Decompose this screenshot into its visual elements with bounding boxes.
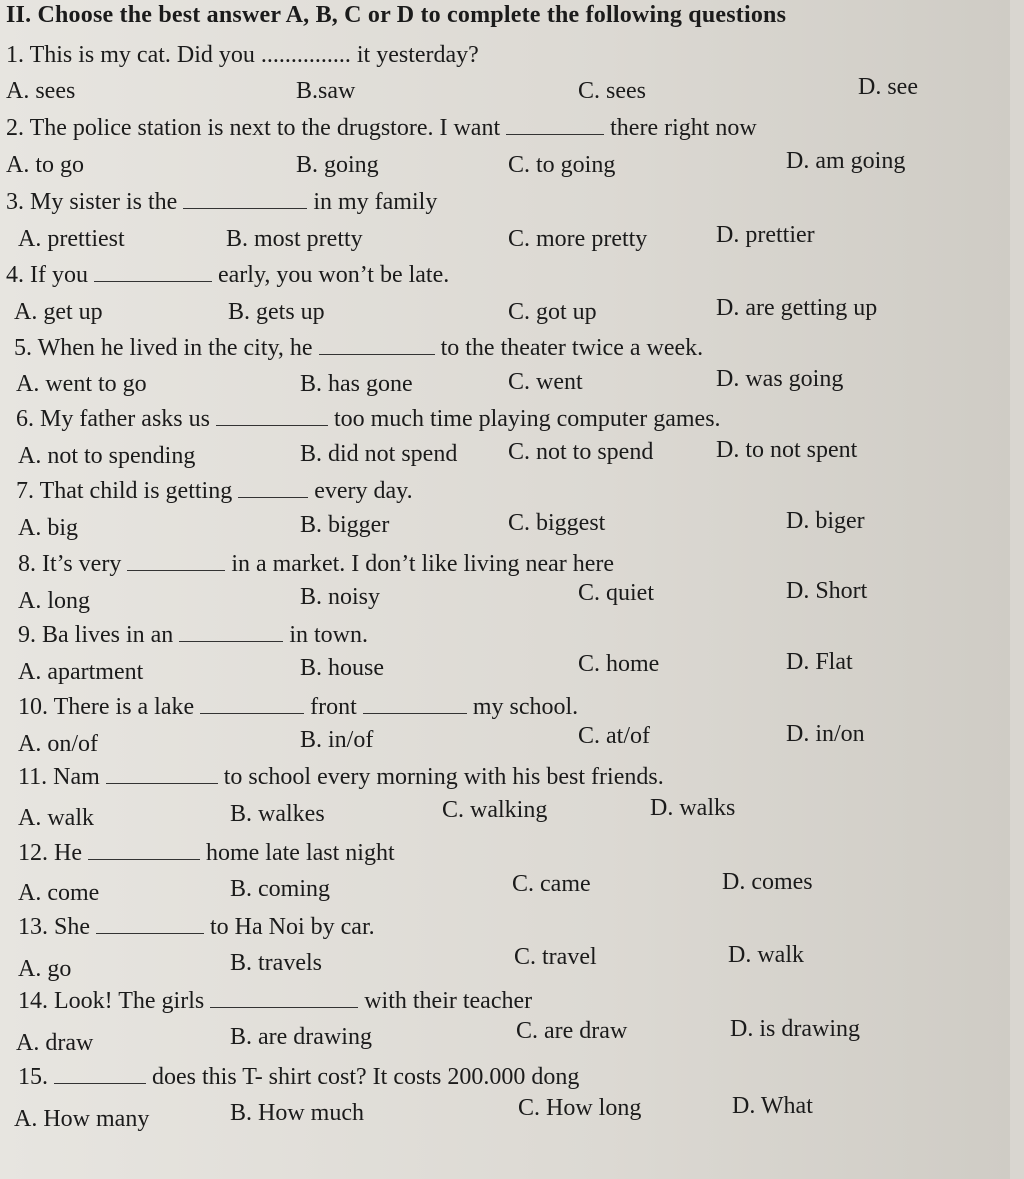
option-c[interactable]: C. not to spend xyxy=(508,439,654,465)
option-b[interactable]: B. coming xyxy=(230,876,330,902)
option-b[interactable]: B. most pretty xyxy=(226,226,363,252)
question-3: 3. My sister is the in my family xyxy=(6,189,438,215)
answer-blank xyxy=(106,767,218,784)
answer-blank xyxy=(506,118,604,135)
option-b[interactable]: B. did not spend xyxy=(300,441,458,467)
question-1: 1. This is my cat. Did you ............... it yesterday? xyxy=(6,42,479,68)
option-d[interactable]: D. biger xyxy=(786,508,865,534)
dotted-blank: ............... xyxy=(260,42,351,68)
answer-blank xyxy=(54,1067,146,1084)
option-b[interactable]: B.saw xyxy=(296,78,356,104)
option-d[interactable]: D. was going xyxy=(716,366,844,392)
question-7: 7. That child is getting every day. xyxy=(16,478,413,504)
option-d[interactable]: D. in/on xyxy=(786,721,865,747)
option-b[interactable]: B. in/of xyxy=(300,727,374,753)
option-c[interactable]: C. How long xyxy=(518,1095,642,1121)
option-c[interactable]: C. biggest xyxy=(508,510,606,536)
option-a[interactable]: A. walk xyxy=(18,805,94,831)
question-2: 2. The police station is next to the drugstore. I want there right now xyxy=(6,115,757,141)
option-d[interactable]: D. is drawing xyxy=(730,1016,860,1042)
answer-blank xyxy=(179,625,283,642)
option-c[interactable]: C. walking xyxy=(442,797,548,823)
option-b[interactable]: B. bigger xyxy=(300,512,390,538)
option-b[interactable]: B. noisy xyxy=(300,584,381,610)
option-c[interactable]: C. sees xyxy=(578,78,646,104)
option-a[interactable]: A. come xyxy=(18,880,100,906)
option-c[interactable]: C. to going xyxy=(508,152,616,178)
option-b[interactable]: B. has gone xyxy=(300,371,413,397)
answer-blank xyxy=(127,554,225,571)
option-a[interactable]: A. apartment xyxy=(18,659,144,685)
option-b[interactable]: B. are drawing xyxy=(230,1024,372,1050)
option-b[interactable]: B. travels xyxy=(230,950,322,976)
option-a[interactable]: A. big xyxy=(18,515,78,541)
option-c[interactable]: C. home xyxy=(578,651,660,677)
option-a[interactable]: A. to go xyxy=(6,152,84,178)
answer-blank xyxy=(238,481,308,498)
option-b[interactable]: B. gets up xyxy=(228,299,325,325)
option-a[interactable]: A. get up xyxy=(14,299,103,325)
option-d[interactable]: D. see xyxy=(858,74,918,100)
answer-blank-2 xyxy=(363,697,467,714)
option-a[interactable]: A. on/of xyxy=(18,731,98,757)
question-13: 13. She to Ha Noi by car. xyxy=(18,914,375,940)
option-c[interactable]: C. travel xyxy=(514,944,597,970)
question-12: 12. He home late last night xyxy=(18,840,395,866)
option-a[interactable]: A. draw xyxy=(16,1030,94,1056)
question-5: 5. When he lived in the city, he to the theater twice a week. xyxy=(14,335,704,361)
option-d[interactable]: D. am going xyxy=(786,148,906,174)
option-a[interactable]: A. went to go xyxy=(16,371,147,397)
question-4: 4. If you early, you won’t be late. xyxy=(6,262,450,288)
option-c[interactable]: C. at/of xyxy=(578,723,650,749)
question-11: 11. Nam to school every morning with his best friends. xyxy=(18,764,664,790)
question-8: 8. It’s very in a market. I don’t like living near here xyxy=(18,551,615,577)
option-d[interactable]: D. are getting up xyxy=(716,295,878,321)
answer-blank xyxy=(210,991,358,1008)
option-b[interactable]: B. house xyxy=(300,655,384,681)
option-a[interactable]: A. sees xyxy=(6,78,76,104)
answer-blank xyxy=(183,192,307,209)
option-c[interactable]: C. more pretty xyxy=(508,226,648,252)
answer-blank xyxy=(96,917,204,934)
option-b[interactable]: B. going xyxy=(296,152,379,178)
option-b[interactable]: B. walkes xyxy=(230,801,325,827)
option-d[interactable]: D. walk xyxy=(728,942,804,968)
question-14: 14. Look! The girls with their teacher xyxy=(18,988,533,1014)
option-d[interactable]: D. comes xyxy=(722,869,813,895)
question-6: 6. My father asks us too much time playing computer games. xyxy=(16,406,721,432)
option-a[interactable]: A. not to spending xyxy=(18,443,196,469)
option-a[interactable]: A. prettiest xyxy=(18,226,125,252)
option-d[interactable]: D. walks xyxy=(650,795,736,821)
question-9: 9. Ba lives in an in town. xyxy=(18,622,368,648)
answer-blank xyxy=(319,338,435,355)
option-c[interactable]: C. came xyxy=(512,871,591,897)
option-d[interactable]: D. to not spent xyxy=(716,437,858,463)
answer-blank xyxy=(94,265,212,282)
option-a[interactable]: A. How many xyxy=(14,1106,150,1132)
option-d[interactable]: D. What xyxy=(732,1093,813,1119)
question-10: 10. There is a lake front my school. xyxy=(18,694,579,720)
option-c[interactable]: C. quiet xyxy=(578,580,654,606)
option-c[interactable]: C. went xyxy=(508,369,583,395)
question-15: 15. does this T- shirt cost? It costs 200.000 dong xyxy=(18,1064,580,1090)
option-b[interactable]: B. How much xyxy=(230,1100,364,1126)
option-a[interactable]: A. go xyxy=(18,956,72,982)
option-c[interactable]: C. got up xyxy=(508,299,597,325)
option-d[interactable]: D. Short xyxy=(786,578,868,604)
section-heading: II. Choose the best answer A, B, C or D to complete the following questions xyxy=(6,2,787,28)
option-a[interactable]: A. long xyxy=(18,588,90,614)
option-c[interactable]: C. are draw xyxy=(516,1018,628,1044)
answer-blank xyxy=(216,409,328,426)
option-d[interactable]: D. prettier xyxy=(716,222,815,248)
answer-blank xyxy=(200,697,304,714)
answer-blank xyxy=(88,843,200,860)
option-d[interactable]: D. Flat xyxy=(786,649,853,675)
